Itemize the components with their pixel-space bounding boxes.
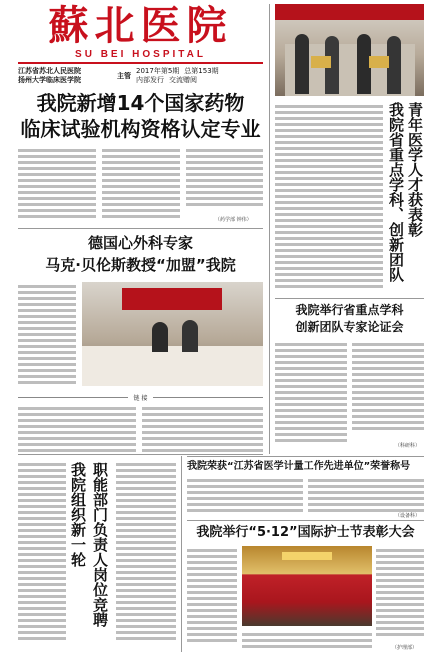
sponsor-line-2: 扬州大学临床医学院 [18, 76, 81, 84]
nurse-story-column-3 [376, 546, 424, 642]
issue-total: 总第153期 [184, 67, 219, 75]
recruit-story-column-2 [116, 460, 176, 650]
lead-story-byline: （药学部 钟伟） [215, 217, 252, 223]
metrology-story-column-2 [308, 476, 424, 516]
signing-ceremony-photo [82, 282, 263, 386]
award-headline-2 [405, 102, 424, 292]
recruit-headline [68, 462, 88, 612]
masthead-rule [18, 62, 263, 64]
lead-story-column-1 [18, 146, 96, 226]
section-divider [18, 454, 263, 455]
expert-headline-line-1: 德国心外科专家 [87, 234, 193, 252]
expert-headline [18, 232, 263, 276]
recruit-headline-line-1: 我院组织新一轮 [69, 462, 87, 567]
recruit-headline-line-2: 职能部门负责人岗位竞聘 [91, 462, 109, 627]
review-byline: （科研科） [395, 443, 421, 449]
nurse-story-column-2 [242, 630, 372, 650]
lead-story-column-2 [102, 146, 180, 226]
nurse-day-headline: 我院举行“5·12”国际护士节表彰大会 [196, 525, 415, 540]
award-story-text [275, 102, 383, 290]
link-label: 链 接 [133, 394, 148, 402]
lead-headline-line-2: 临床试验机构资格认定专业 [20, 117, 261, 141]
section-divider [275, 298, 424, 299]
nurse-story-column-1 [187, 546, 237, 650]
issue-info [18, 66, 263, 86]
expert-headline-line-2: 马克·贝伦斯教授“加盟”我院 [45, 256, 236, 274]
lead-headline-line-1: 我院新增14个国家药物 [36, 91, 245, 115]
link-text-right [142, 404, 263, 452]
award-headline-line-1: 我院省重点学科、创新团队 [387, 102, 405, 282]
distribution-note: 内部发行 [136, 76, 164, 84]
review-story-column-2 [352, 340, 424, 440]
recruit-story-column-1 [18, 460, 66, 650]
review-headline [275, 302, 424, 336]
award-ceremony-photo [275, 4, 424, 96]
sponsor-line-1: 江苏省苏北人民医院 [18, 67, 81, 75]
nurse-byline: （护理部） [392, 645, 418, 651]
lead-story-column-3 [186, 146, 263, 216]
award-headline-1 [386, 102, 405, 292]
column-divider [181, 456, 182, 652]
sponsor-tag: 主管 [117, 72, 131, 80]
issue-sponsor [18, 67, 114, 85]
review-headline-line-2: 创新团队专家论证会 [295, 320, 404, 334]
masthead-title: 蘇北医院 [48, 2, 233, 49]
section-divider [187, 520, 424, 521]
nurse-day-photo [242, 546, 372, 626]
issue-numbers [136, 67, 263, 85]
recruit-headline-2 [90, 462, 110, 647]
exchange-note: 交流赠阅 [169, 76, 197, 84]
link-text-left [18, 404, 136, 452]
metrology-headline: 我院荣获“江苏省医学计量工作先进单位”荣誉称号 [187, 461, 411, 472]
section-divider [187, 456, 424, 457]
column-divider [269, 4, 270, 454]
masthead-pinyin: SU BEI HOSPITAL [75, 49, 206, 60]
lead-headline [18, 90, 263, 142]
issue-year: 2017年第5期 [136, 67, 180, 75]
metrology-byline: （设备科） [395, 513, 421, 519]
review-story-column-1 [275, 340, 347, 450]
review-headline-line-1: 我院举行省重点学科 [295, 303, 404, 317]
section-divider [18, 228, 263, 229]
metrology-story-column-1 [187, 476, 303, 516]
link-divider [18, 392, 263, 402]
award-headline-line-2: 青年医学人才获表彰 [406, 102, 424, 237]
expert-story-column-1 [18, 282, 76, 392]
